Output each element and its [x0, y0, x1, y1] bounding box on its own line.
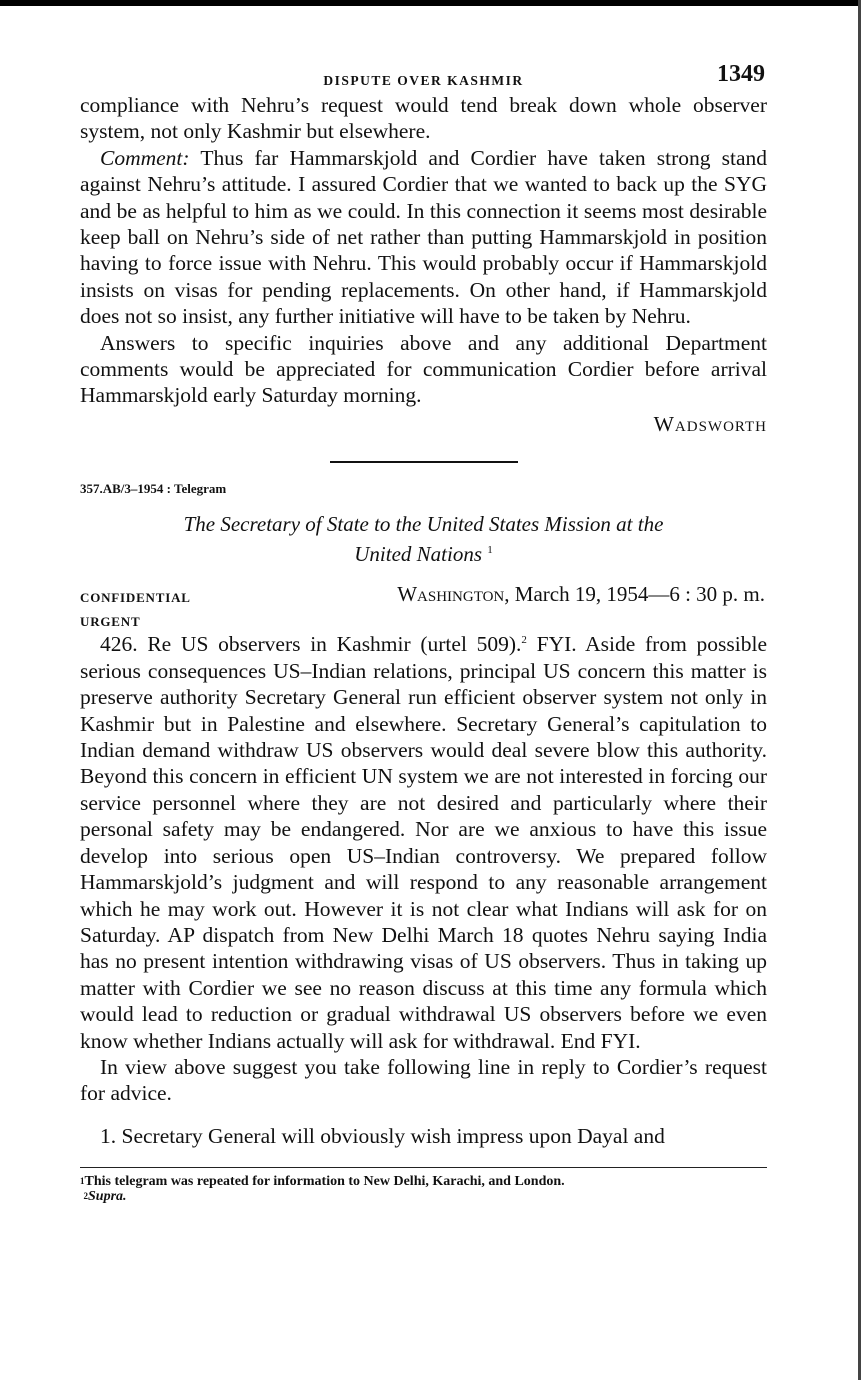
- dateline-place: Washington,: [397, 582, 510, 607]
- comment-label: Comment:: [100, 145, 190, 170]
- page-header: [80, 58, 767, 92]
- footnote-2-mark: 2: [83, 1191, 88, 1202]
- body-opening: 426. Re US observers in Kashmir (urtel 509).: [100, 632, 522, 657]
- document-page: [80, 58, 767, 1204]
- classification-urgent: URGENT: [80, 614, 141, 630]
- classification-confidential: CONFIDENTIAL: [80, 590, 191, 606]
- footnote-2: [80, 1189, 767, 1204]
- prev-doc-comment-paragraph: [80, 145, 767, 330]
- footnote-1-mark: 1: [80, 1176, 85, 1187]
- comment-text: Thus far Hammarskjold and Cordier have taken strong stand against Nehru’s attitude. I assured Cordier that we wanted to back up the SYG and be as helpful to him as we could. In this connection it seems most desirable keep ball on Nehru’s side of net rather than putting Hammarskjold in position having to force issue with Nehru. This would probably occur if Hammarskjold insists on visas for pending replacements. On other hand, if Hammarskjold does not so insist, any further initiative will have to be taken by Nehru.: [80, 145, 767, 329]
- footnote-ref-2: 2: [521, 634, 527, 647]
- body-continuation: FYI. Aside from possible serious consequences US–Indian relations, principal US concern this matter is preserve authority Secretary General run efficient observer system not only in Kashmir but in Palestine and elsewhere. Secretary General’s capitulation to Indian demand withdraw US observers would deal severe blow this authority. Beyond this concern in efficient UN system we are not interested in forcing our service personnel where they are not desired and particularly where their personal safety may be endangered. Nor are we anxious to have this issue develop into serious open US–Indian controversy. We prepared follow Hammarskjold’s judgment and will respond to any reasonable arrangement which he may work out. However it is not clear what Indians will ask for on Saturday. AP dispatch from New Delhi March 18 quotes Nehru saying India has no present intention withdrawing visas of US observers. Thus in taking up matter with Cordier we see no reason discuss at this time any formula which would lead to reduction or gradual withdrawal US observers before we even know whether Indians actually will ask for withdrawal. End FYI.: [80, 632, 767, 1053]
- document-title-text: United Nations: [354, 542, 482, 567]
- prev-doc-paragraph-1: compliance with Nehru’s request would tend break down whole observer system, not only Kashmir but elsewhere.: [80, 93, 767, 144]
- footnote-2-text: Supra.: [88, 1189, 127, 1205]
- telegram-body-paragraph-3: 1. Secretary General will obviously wish impress upon Dayal and: [100, 1123, 665, 1148]
- document-title-line-2: [80, 537, 767, 567]
- file-reference: 357.AB/3–1954 : Telegram: [80, 481, 227, 497]
- prev-doc-paragraph-3: Answers to specific inquiries above and any additional Department comments would be appreciated for communication Cordier before arrival Hammarskjold early Saturday morning.: [80, 330, 767, 408]
- footnotes: [80, 1167, 767, 1204]
- signature: Wadsworth: [653, 411, 767, 436]
- telegram-body-paragraph-1: [80, 627, 767, 1054]
- page-number: 1349: [717, 61, 765, 87]
- section-divider: [330, 461, 518, 463]
- footnote-1-text: This telegram was repeated for information to New Delhi, Karachi, and London.: [84, 1174, 565, 1190]
- running-title: DISPUTE OVER KASHMIR: [323, 73, 524, 88]
- document-meta: [80, 581, 767, 630]
- dateline: [397, 581, 765, 607]
- telegram-body-paragraph-2: In view above suggest you take following line in reply to Cordier’s request for advice.: [80, 1054, 767, 1106]
- document-title-line-1: The Secretary of State to the United States Mission at the: [183, 512, 664, 537]
- document-title: [80, 511, 767, 567]
- page-top-border: [0, 0, 861, 6]
- dateline-date: March 19, 1954—6 : 30 p. m.: [514, 582, 765, 607]
- footnote-1: [80, 1174, 767, 1189]
- footnote-ref-1: 1: [487, 544, 493, 557]
